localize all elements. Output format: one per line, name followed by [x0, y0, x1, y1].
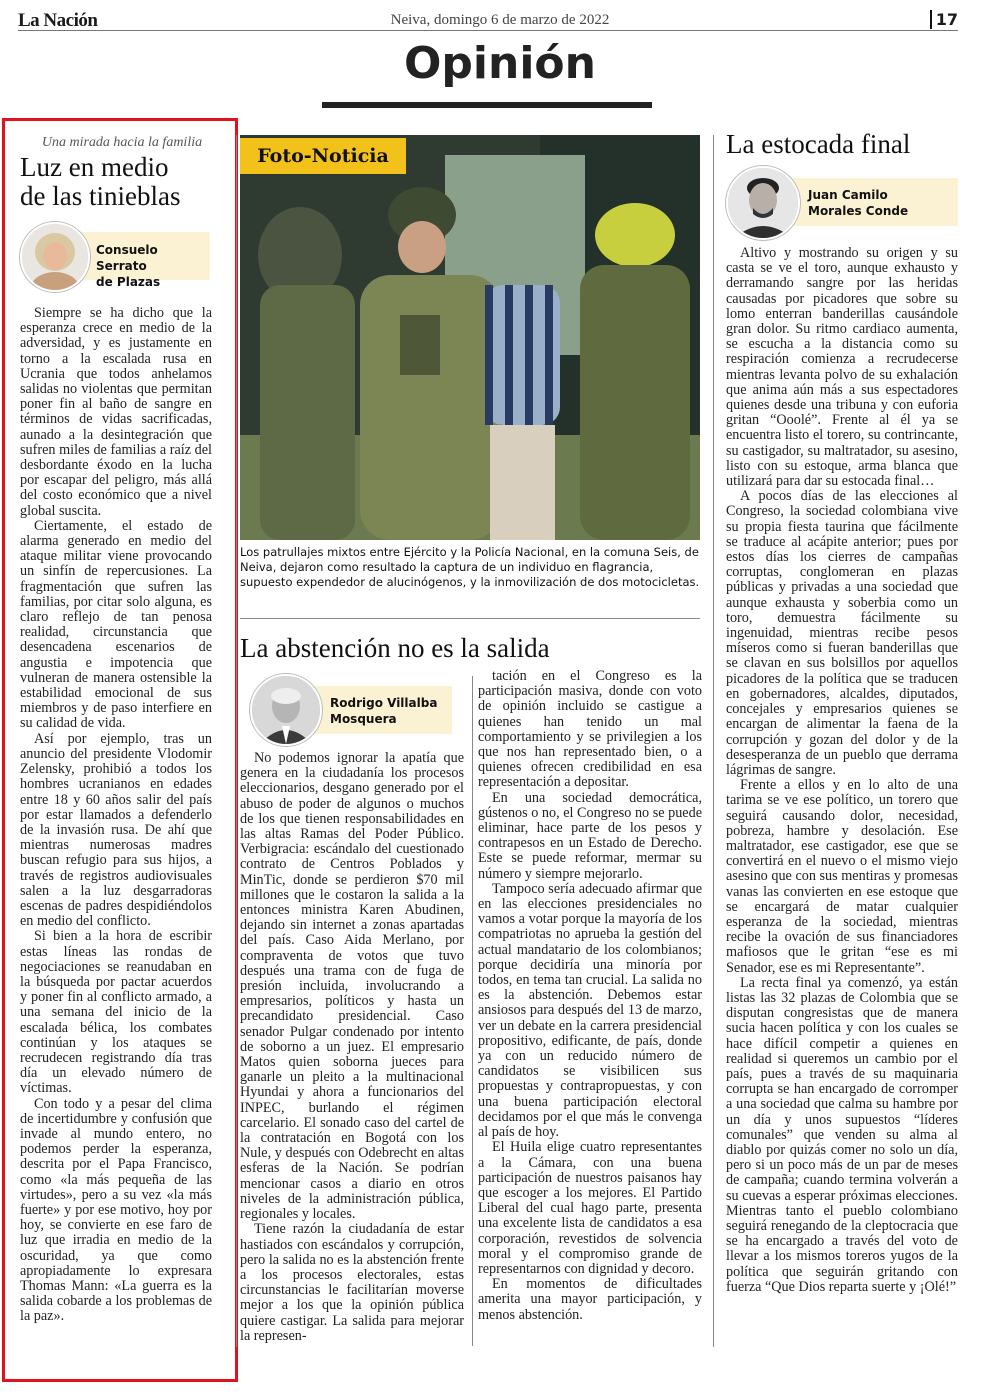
column-divider: [236, 135, 237, 1347]
photo-news-label: Foto-Noticia: [240, 138, 406, 174]
paragraph: Con todo y a pesar del clima de incertidumbre y confusión que invade al mundo entero, no podemos perder la esperanza, descrita por el Papa Francisco, como «la más pequeña de las virtudes», pero a su vez «la más fuerte» y por ese motivo, hoy por hoy, se convierte en ese faro de luz que irradia en medio de la oscuridad, ya que como apropiadamente lo expresara Thomas Mann: «La guerra es la salida cobarde a los problemas de la paz».: [20, 1095, 212, 1325]
paragraph: El Huila elige cuatro representantes a la Cámara, con una buena participación de nuestros paisanos hay que escoger a los mejores. El Partido Liberal del cual hago parte, presenta una excelente lista de candidatos a esa corporación, revestidos de solvencia moral y el compromiso grande de representarnos con dignidad y decoro.: [478, 1139, 702, 1277]
paragraph: La recta final ya comenzó, ya están listas las 32 plazas de Colombia que se disputan congresistas que de manera sucia hacen política y con los cuales se hace difícil competir a quienes en realidad si queremos un cambio por el país, pues a través de su maquinaria corrupta se han encargado de corromper a una sociedad que calma su hambre por un día y unos supuestos “líderes comunales” que venden su alma al diablo por quizás comer no solo un día, pero si un poco más de un par de meses de campaña; cuando termina volverán a su cuevas a esperar próximas elecciones. Mientras tanto el pueblo colombiano seguirá renegando de la cleptocracia que se ha encargado a través del voto de llevar a los mismos toreros yugos de la política que seguirán gritando con fuerza “Que Dios reparta suerte y ¡Olé!”: [726, 974, 958, 1295]
paragraph: tación en el Congreso es la participación masiva, donde con voto de opinión incluido se castigue a quienes han tenido un mal comportamiento y se privilegien a los que nos han representado bien, o a quienes ofrecen credibilidad en esa representación a depositar.: [478, 669, 702, 791]
paragraph: Así por ejemplo, tras un anuncio del presidente Vlodomir Zelensky, prohibió a todos los hombres ucranianos en edades entre 18 y 60 años salir del país por estar llamados a defenderlo de la invasión rusa. De ahí que mientras numerosas madres buscan refugio para sus hijos, a través de registros audiovisuales salen a la luz desgarradoras escenas de padres despidiéndolos en medio del conflicto.: [20, 730, 212, 930]
paragraph: Frente a ellos y en lo alto de una tarima se ve ese político, un torero que seguirá causando dolor, necesidad, pobreza, hambre y desolación. Ese maltratador, ese castigador, ese que se convertirá en el nuevo o el mismo viejo asesino que con sus mentiras y promesas vanas las convierten en ese estoque que se encargará de matar cualquier esperanza de la sociedad, mientras recibe la ovación de sus financiadores mafiosos que le gritan “ese es mi Senador, ese es mi Representante”.: [726, 777, 958, 976]
avatar: [726, 166, 800, 240]
left-article-title: [20, 153, 230, 211]
paragraph: Tiene razón la ciudadanía de estar hastiados con escándalos y corrupción, pero la salida no es la abstención frente a los procesos electorales, estas circunstancias le facilitarían moverse mejor a los que la opinión pública quiere castigar. La salida para mejorar la represen-: [240, 1221, 464, 1344]
title-line: Luz en medio: [20, 152, 169, 182]
section-underline: [322, 102, 652, 108]
dateline: Neiva, domingo 6 de marzo de 2022: [390, 12, 610, 28]
author-name: Morales Conde: [808, 204, 909, 218]
author-name: Consuelo Serrato: [96, 243, 158, 273]
title-line: de las tinieblas: [20, 181, 181, 212]
section-title: Opinión: [404, 38, 596, 89]
right-article-title: La estocada final: [726, 129, 911, 159]
right-article-body: [726, 246, 958, 1348]
paragraph: En momentos de dificultades amerita una mayor participación, y menos abstención.: [478, 1276, 702, 1323]
author-name: Juan Camilo: [808, 188, 888, 202]
center-article-title: La abstención no es la salida: [240, 633, 550, 663]
author-name: de Plazas: [96, 275, 161, 289]
paragraph: En una sociedad democrática, gústenos o no, el Congreso no se puede eliminar, hace parte de los pesos y contrapesos en un Estado de Derecho. Este se puede reformar, mermar su número y siempre mejorarlo.: [478, 789, 702, 882]
column-divider: [472, 676, 473, 1346]
column-kicker: Una mirada hacia la familia: [41, 135, 203, 150]
paragraph: No podemos ignorar la apatía que genera en la ciudadanía los procesos eleccionarios, desgano generado por el abuso de poder de algunos o muchos de los que tienen responsabilidades en las altas Ramas del Poder Público. Verbigracia: escándalo del cuestionado contrato de Centros Poblados y MinTic, donde se perdieron $70 mil millones que le costaron la salida a la entonces ministra Karen Abudinen, dejando sin internet a zonas apartadas del país. Caso Aida Merlano, por compraventa de votos que tuvo después una trama con de fuga de presión incluida, involucrando a empresarios, políticos y hasta un precandidato presidencial. Caso senador Pulgar condenado por intento de soborno a un juez. El empresario Matos quien soborna jueces para ganarle un pleito a la multinacional Hyundai y ahora a funcionarios del INPEC, burlando el régimen carcelario. El sonado caso del cartel de la contratación en Bogotá con los Nule, y después con Odebrecht en altas esferas de la Nación. Se podrían mencionar casos a diario en otros niveles de la administración pública, regionales y locales.: [240, 751, 464, 1223]
avatar: [250, 674, 322, 746]
paragraph: Si bien a la hora de escribir estas líneas las rondas de negociaciones se reanudaban en la búsqueda por pactar acuerdos y poner fin al conflicto armado, a una semana del inicio de la escalada bélica, los combates continúan y los ataques se recrudecen registrando día tras día un elevado número de víctimas.: [20, 928, 212, 1097]
author-name: Rodrigo Villalba: [330, 696, 438, 710]
left-article-body: [20, 306, 212, 1346]
author-portrait-icon: [728, 168, 798, 238]
news-photo: [240, 135, 700, 540]
author-name: Mosquera: [330, 712, 397, 726]
police-patrol-photo-icon: [240, 135, 700, 540]
paragraph: Siempre se ha dicho que la esperanza crece en medio de la adversidad, y es justamente en torno a la escalada rusa en Ucrania que todos anhelamos salidas no violentas que permitan poner fin al baño de sangre en términos de vidas sacrificadas, aunado a la desintegración que sufren miles de familias a raíz del desbordante éxodo en la lucha por escapar del peligro, más allá del costo económico que a nivel global suscita.: [20, 306, 212, 519]
avatar: [20, 222, 90, 292]
page-number: 17: [930, 10, 958, 29]
center-article-body-col2: [478, 669, 702, 1347]
author-portrait-icon: [22, 224, 88, 290]
author-portrait-icon: [252, 676, 320, 744]
paragraph: Ciertamente, el estado de alarma generado en medio del ataque militar viene provocando un sinfín de repercusiones. La fragmentación que sufren las familias, por citar solo alguna, es claro reflejo de tan penosa realidad, circunstancia que desencadena escenarios de angustia e impotencia que vulneran de manera ostensible la estabilidad emocional de sus miembros y de paso interfiere en su calidad de vida.: [20, 517, 212, 732]
center-article-body-col1: [240, 751, 464, 1346]
photo-caption: Los patrullajes mixtos entre Ejército y la Policía Nacional, en la comuna Seis, de Neiva, dejaron como resultado la captura de un individuo en flagrancia, supuesto expendedor de alucinógenos, y la inmovilización de dos motocicletas.: [240, 545, 700, 589]
paragraph: Tampoco sería adecuado afirmar que en las elecciones presidenciales no vamos a votar porque la mayoría de los compatriotas no aprueba la gestión del actual mandatario de los colombianos; porque decidiría una minoría por todos, en tema tan crucial. La salida no es la abstención. Debemos estar ansiosos para después del 13 de marzo, ver un debate en la carrera presidencial propositivo, edificante, de país, donde ya con un reducido número de candidatos se visibilicen sus propuestas y contrapropuestas, y con una buena participación electoral decidamos por el que más le convenga al país de hoy.: [478, 880, 702, 1141]
masthead-logo: La Nación: [18, 10, 98, 31]
section-divider: [240, 618, 700, 619]
paragraph: A pocos días de las elecciones al Congreso, la sociedad colombiana vive su propia fiesta taurina que fácilmente se traduce al acápite anterior; pues por estos días los cierres de campañas corruptas, conglomeran en plazas públicas y privadas a una sociedad que aunque exhausta y soberbia como un toro, demuestra fácilmente su ingenuidad, mientras recibe pesos míseros como si fueran banderillas que se clavan en sus bolsillos por aquellos picadores de la política que se traducen en gobernadores, alcaldes, diputados, concejales y empresarios quienes se encargan de alimentar la faena de la corrupción y gozan del dolor y de la desesperanza de un pueblo que derrama lágrimas de sangre.: [726, 488, 958, 778]
paragraph: Altivo y mostrando su origen y su casta se ve el toro, aunque exhausto y derramando sangre por las heridas causadas por picadores que sobre su lomo enterran banderillas causándole gran dolor. Su ritmo cardiaco aumenta, se escucha a la distancia como su respiración comienza a recrudecerse mientras levanta polvo de su exhalación que anima aún más a sus espectadores quienes desde una tribuna y con euforia gritan “Ooolé”. Frente al él ya se encuentra listo el torero, su contrincante, su castigador, su maltratador, su asesino, listo con su estoque, arma blanca que utilizará para dar su estocada final…: [726, 246, 958, 490]
column-divider: [713, 135, 714, 1347]
